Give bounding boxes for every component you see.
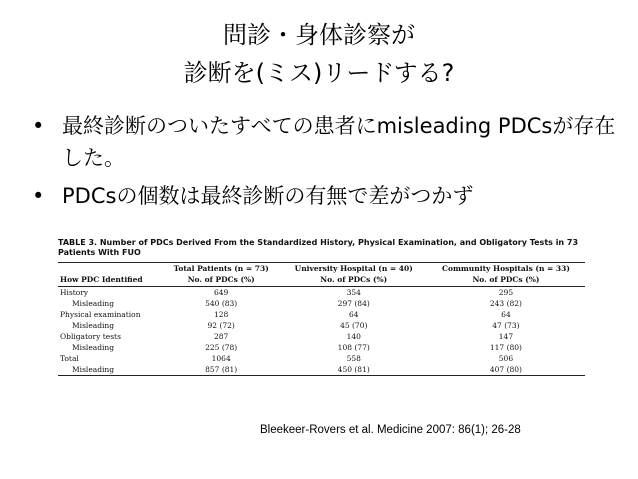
header-cell: No. of PDCs (%) bbox=[162, 274, 281, 287]
bullet-text: PDCsの個数は最終診断の有無で差がつかず bbox=[62, 184, 474, 208]
row-label: Total bbox=[60, 354, 79, 363]
community-cell: 47 (73) bbox=[492, 321, 520, 330]
bullet-marker: • bbox=[32, 184, 45, 208]
slide-title-line-1: 問診・身体診察が bbox=[223, 21, 415, 49]
total-cell: 225 (78) bbox=[205, 343, 238, 352]
university-cell: 108 (77) bbox=[337, 343, 370, 352]
table-row bbox=[58, 364, 585, 376]
table-row bbox=[58, 331, 585, 342]
table-row bbox=[58, 353, 585, 364]
university-cell: 64 bbox=[348, 310, 359, 319]
total-cell: 92 (72) bbox=[207, 321, 235, 330]
row-label: Misleading bbox=[72, 343, 115, 352]
header-cell bbox=[58, 263, 162, 274]
pdc-table bbox=[58, 263, 585, 376]
community-cell: 117 (80) bbox=[489, 343, 522, 352]
table-caption: TABLE 3. Number of PDCs Derived From the Standardized History, Physical Examination, and Obligatory Tests in 73 Patients With FUO bbox=[58, 238, 579, 257]
bullet-text: 最終診断のついたすべての患者にmisleading PDCsが存在した。 bbox=[62, 114, 616, 170]
table-row bbox=[58, 320, 585, 331]
community-cell: 64 bbox=[501, 310, 511, 319]
header-cell: University Hospital (n = 40) bbox=[294, 264, 413, 273]
community-cell: 407 (80) bbox=[427, 364, 585, 376]
row-label: Misleading bbox=[72, 321, 115, 330]
header-cell: No. of PDCs (%) bbox=[281, 274, 427, 287]
community-cell: 295 bbox=[498, 288, 514, 297]
header-cell: Total Patients (n = 73) bbox=[173, 264, 269, 273]
total-cell: 857 (81) bbox=[162, 364, 281, 376]
university-cell: 45 (70) bbox=[340, 321, 368, 330]
bullet-item bbox=[32, 110, 622, 174]
header-cell: No. of PDCs (%) bbox=[427, 274, 585, 287]
row-label: Misleading bbox=[58, 364, 162, 376]
citation: Bleekeer-Rovers et al. Medicine 2007: 86(1); 26-28 bbox=[260, 424, 521, 436]
university-cell: 450 (81) bbox=[281, 364, 427, 376]
row-label: Physical examination bbox=[60, 310, 141, 319]
table-header-row bbox=[58, 274, 585, 287]
table-row bbox=[58, 298, 585, 309]
header-cell: Community Hospitals (n = 33) bbox=[441, 264, 570, 273]
bullet-item bbox=[32, 180, 622, 212]
table-row bbox=[58, 287, 585, 299]
university-cell: 297 (84) bbox=[337, 299, 370, 308]
pdc-table-figure bbox=[58, 238, 585, 408]
university-cell: 354 bbox=[346, 288, 361, 297]
university-cell: 140 bbox=[346, 332, 361, 341]
slide-title-line-2: 診断を(ミス)リードする? bbox=[183, 59, 455, 87]
row-label: Obligatory tests bbox=[60, 332, 121, 341]
total-cell: 1064 bbox=[211, 354, 231, 363]
community-cell: 147 bbox=[498, 332, 514, 341]
bullet-marker: • bbox=[32, 114, 45, 138]
total-cell: 649 bbox=[214, 288, 229, 297]
total-cell: 128 bbox=[214, 310, 229, 319]
community-cell: 506 bbox=[498, 354, 514, 363]
university-cell: 558 bbox=[346, 354, 361, 363]
table-row bbox=[58, 342, 585, 353]
bullet-list bbox=[32, 110, 622, 212]
total-cell: 540 (83) bbox=[205, 299, 238, 308]
header-cell: How PDC Identified bbox=[58, 274, 162, 287]
community-cell: 243 (82) bbox=[489, 299, 522, 308]
table-row bbox=[58, 309, 585, 320]
row-label: Misleading bbox=[72, 299, 115, 308]
table-header-row bbox=[58, 263, 585, 274]
total-cell: 287 bbox=[214, 332, 229, 341]
row-label: History bbox=[60, 288, 89, 297]
